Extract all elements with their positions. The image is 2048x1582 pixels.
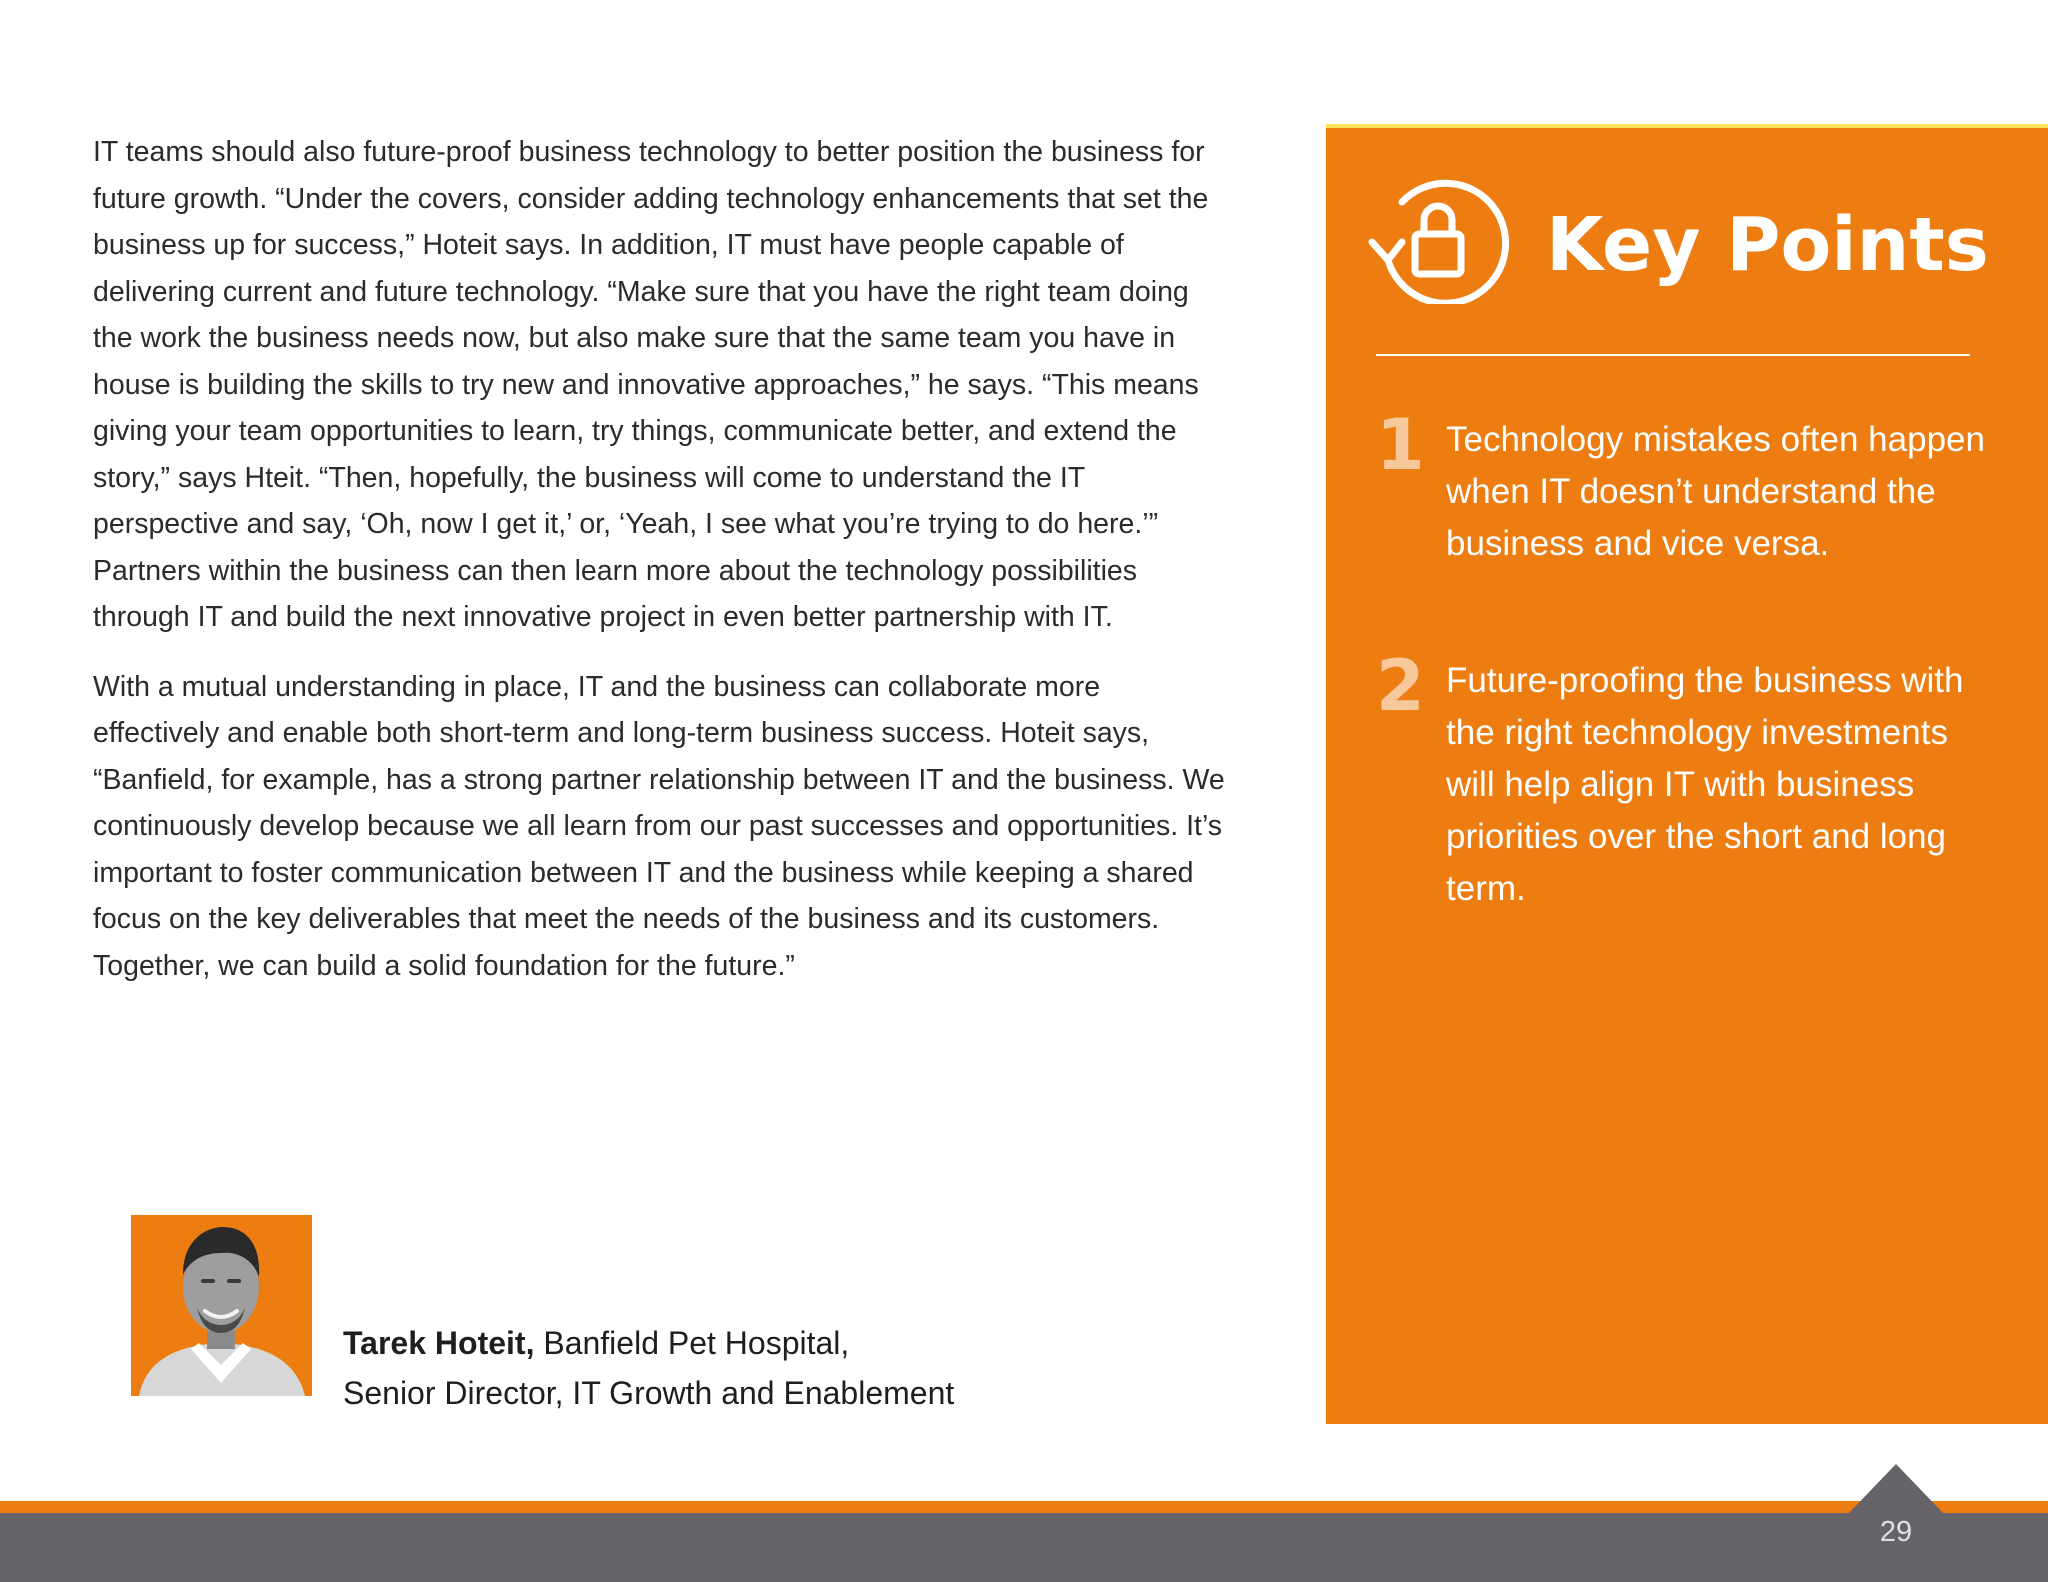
profile-photo <box>131 1215 312 1396</box>
profile-name-line <box>343 1318 1243 1368</box>
key-point-text: Technology mistakes often happen when IT doesn’t understand the business and vice versa. <box>1446 420 1985 563</box>
page-tab-triangle <box>1846 1462 1946 1514</box>
body-paragraph-1: IT teams should also future-proof business technology to better position the business for future growth. “Under the covers, consider adding technology enhancements that set the business up for success,” Hoteit says. In addition, IT must have people capable of delivering current and future technology. “Make sure that you have the right team doing the work the business needs now, but also make sure that the same team you have in house is building the skills to try new and innovative approaches,” he says. “This means giving your team opportunities to learn, try things, communicate better, and extend the story,” says Hteit. “Then, hopefully, the business will come to understand the IT perspective and say, ‘Oh, now I get it,’ or, ‘Yeah, I see what you’re trying to do here.’” Partners within the business can then learn more about the technology possibilities through IT and build the next innovative project in even better partnership with IT. <box>93 136 1209 633</box>
key-points-title: Key Points <box>1546 202 1989 288</box>
key-point-number: 2 <box>1376 645 1425 727</box>
key-points-panel <box>1326 128 2048 1424</box>
profile-organization: Banfield Pet Hospital, <box>534 1325 850 1361</box>
key-point-number: 1 <box>1376 404 1425 486</box>
lock-refresh-icon <box>1362 174 1512 304</box>
profile-caption <box>343 1318 1243 1418</box>
body-paragraph-2: With a mutual understanding in place, IT and the business can collaborate more effectively and enable both short-term and long-term business success. Hoteit says, “Banfield, for example, has a strong partner relationship between IT and the business. We continuously develop because we all learn from our past successes and opportunities. It’s important to foster communication between IT and the business while keeping a shared focus on the key deliverables that meet the needs of the business and its customers. Together, we can build a solid foundation for the future.” <box>93 670 1225 982</box>
page-number: 29 <box>1879 1516 1913 1548</box>
profile-title: Senior Director, IT Growth and Enablement <box>343 1375 955 1411</box>
profile-name: Tarek Hoteit, <box>343 1325 535 1361</box>
key-point-text: Future-proofing the business with the right technology investments will help align IT with business priorities over the short and long term. <box>1446 661 1964 908</box>
article-body <box>93 129 1233 1012</box>
footer-accent-bar <box>0 1501 2048 1513</box>
key-points-divider <box>1376 354 1970 356</box>
portrait-image <box>131 1215 312 1396</box>
footer-bar <box>0 1513 2048 1582</box>
